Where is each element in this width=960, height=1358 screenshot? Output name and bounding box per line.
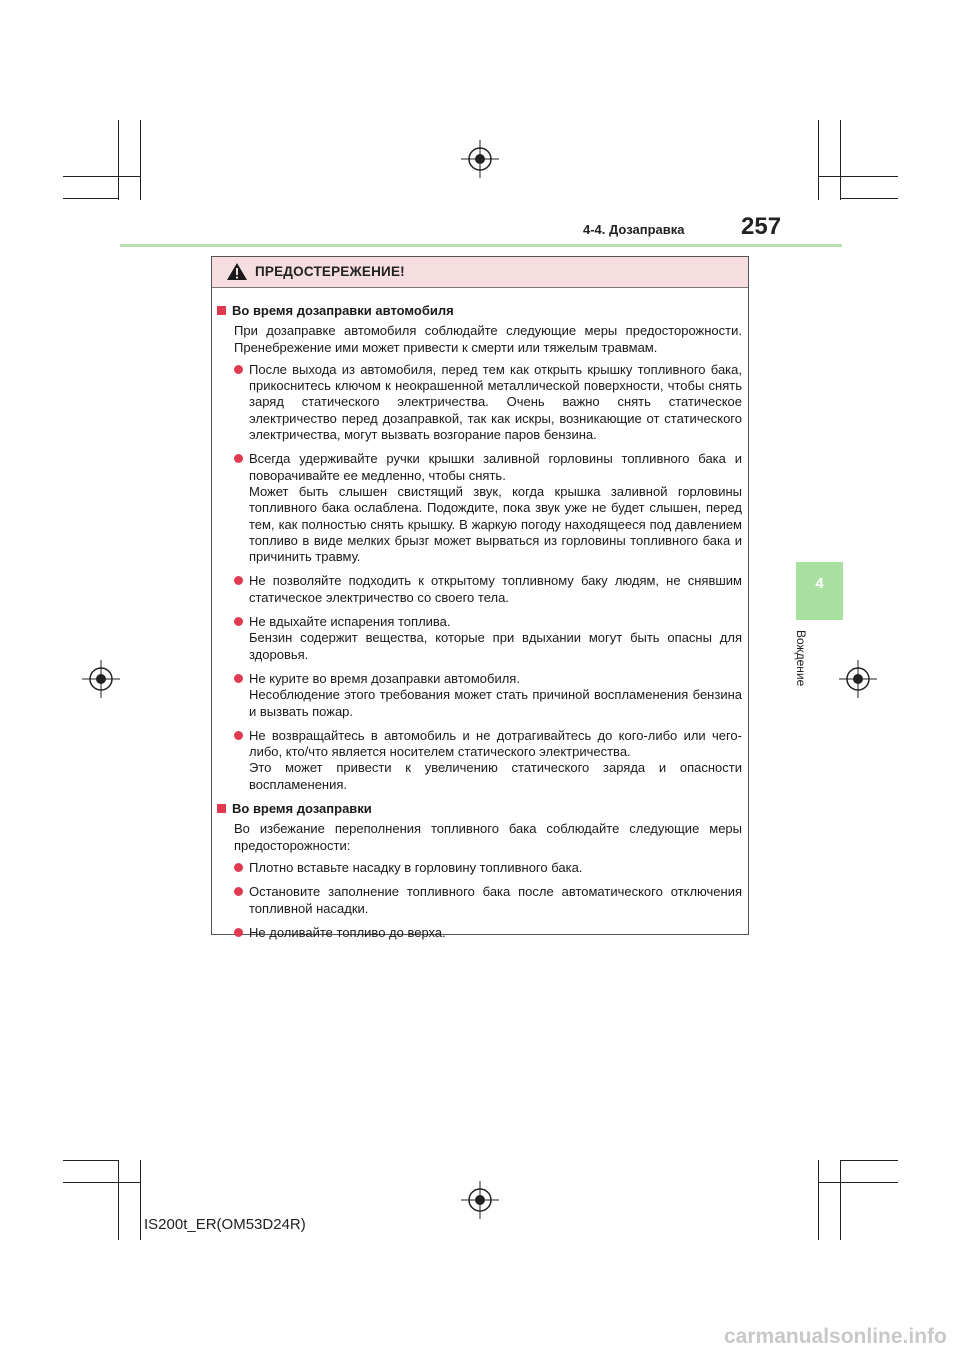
section-label: 4-4. Дозаправка — [583, 222, 685, 237]
round-bullet-icon — [234, 863, 243, 872]
round-bullet-icon — [234, 928, 243, 937]
round-bullet-icon — [234, 454, 243, 463]
warning-triangle-icon — [226, 262, 248, 281]
round-bullet-icon — [234, 365, 243, 374]
square-bullet-icon — [217, 306, 226, 315]
round-bullet-icon — [234, 617, 243, 626]
warning-header — [212, 257, 748, 288]
list-item-paragraph: Остановите заполнение топливного бака после автоматического отключения топливной насадки. — [249, 884, 742, 916]
round-bullet-icon — [234, 887, 243, 896]
list-item-paragraph: Может быть слышен свистящий звук, когда крышка заливной горловины топливного бака ослаблена. Подождите, пока звук уже не будет слышен, перед тем, как полностью снять крышку. В жаркую погоду находящееся под давлением топливо в виде мелких брызг может вырваться из горловины топливного бака и причинить травму. — [249, 483, 742, 565]
section-intro: При дозаправке автомобиля соблюдайте следующие меры предосторожности. Пренебрежение ими может привести к смерти или тяжелым травмам. — [234, 323, 742, 355]
list-item-text — [249, 614, 742, 663]
section-heading-text: Во время дозаправки — [232, 801, 372, 817]
page-number: 257 — [741, 213, 782, 240]
list-item-text — [249, 728, 742, 793]
chapter-number: 4 — [815, 575, 824, 592]
warning-title: ПРЕДОСТЕРЕЖЕНИЕ! — [255, 264, 405, 279]
list-item — [217, 573, 742, 606]
section-heading-text: Во время дозаправки автомобиля — [232, 303, 454, 318]
chapter-label: Вождение — [794, 630, 808, 687]
list-item-paragraph: Не доливайте топливо до верха. — [249, 924, 446, 940]
warning-box — [211, 256, 749, 940]
list-item — [217, 925, 742, 941]
list-item-paragraph: Не возвращайтесь в автомобиль и не дотрагивайтесь до кого-либо или чего-либо, кто/что является носителем статического электричества. — [249, 727, 742, 760]
list-item-paragraph: Не позволяйте подходить к открытому топливному баку людям, не снявшим статическое электричество со своего тела. — [249, 573, 742, 605]
list-item-paragraph: Несоблюдение этого требования может стать причиной воспламенения бензина и вызвать пожар. — [249, 687, 742, 719]
list-item — [217, 614, 742, 663]
document-code: IS200t_ER(OM53D24R) — [144, 1216, 306, 1233]
header-rule — [120, 244, 842, 247]
registration-mark-right-icon — [839, 660, 877, 698]
list-item-paragraph: Не курите во время дозаправки автомобиля. — [249, 670, 520, 686]
warning-body — [212, 288, 748, 941]
round-bullet-icon — [234, 731, 243, 740]
list-item-text — [249, 884, 742, 917]
list-item-text — [249, 671, 742, 720]
list-item-paragraph: После выхода из автомобиля, перед тем как открыть крышку топливного бака, прикоснитесь ключом к неокрашенной металлической поверхности, чтобы снять заряд статического электричества. Очень важно снять статическое электричество перед дозаправкой, так как искры, возникающие от статического электричества, могут вызвать возгорание паров бензина. — [249, 361, 742, 443]
round-bullet-icon — [234, 674, 243, 683]
list-item-paragraph: Бензин содержит вещества, которые при вдыхании могут быть опасны для здоровья. — [249, 630, 742, 662]
list-item-text — [249, 925, 742, 941]
watermark: carmanualsonline.info — [724, 1325, 947, 1348]
section-intro: Во избежание переполнения топливного бака соблюдайте следующие меры предосторожности: — [234, 821, 742, 853]
list-item-paragraph: Всегда удерживайте ручки крышки заливной горловины топливного бака и поворачивайте ее медленно, чтобы снять. — [249, 451, 742, 483]
list-item-text — [249, 573, 742, 606]
section-heading — [217, 801, 742, 817]
list-item-paragraph: Не вдыхайте испарения топлива. — [249, 614, 451, 630]
registration-mark-top-icon — [461, 140, 499, 178]
list-item-text — [249, 860, 742, 876]
section-heading — [217, 303, 742, 319]
list-item-paragraph: Это может привести к увеличению статического заряда и опасности воспламенения. — [249, 760, 742, 792]
list-item-text — [249, 451, 742, 565]
list-item — [217, 884, 742, 917]
list-item — [217, 728, 742, 793]
list-item-text — [249, 362, 742, 443]
list-item — [217, 860, 742, 876]
registration-mark-bottom-icon — [461, 1181, 499, 1219]
registration-mark-left-icon — [82, 660, 120, 698]
square-bullet-icon — [217, 804, 226, 813]
list-item — [217, 362, 742, 443]
list-item-paragraph: Плотно вставьте насадку в горловину топливного бака. — [249, 859, 583, 875]
round-bullet-icon — [234, 576, 243, 585]
list-item — [217, 451, 742, 565]
list-item — [217, 671, 742, 720]
